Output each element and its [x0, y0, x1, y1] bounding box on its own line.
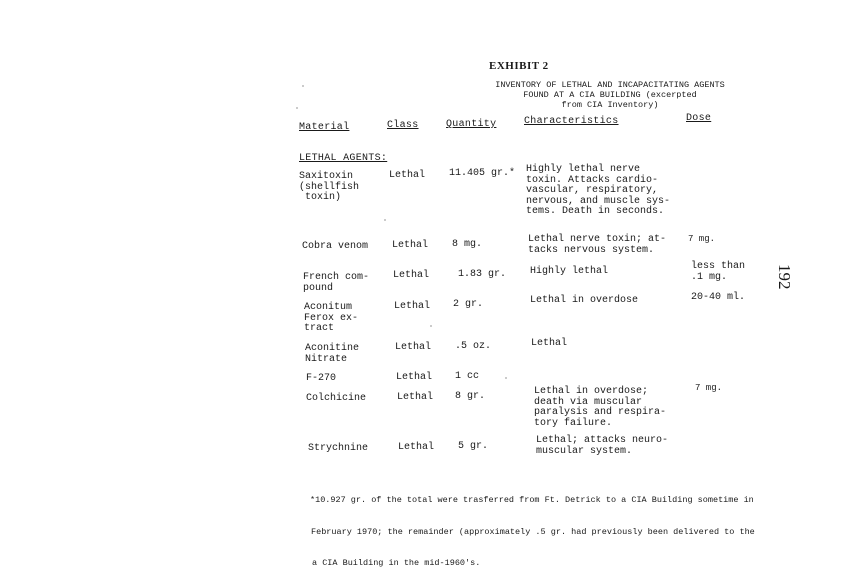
quantity-cell: 8 mg. [452, 239, 483, 250]
column-header-class: Class [387, 120, 419, 131]
dose-cell: 20-40 ml. [691, 292, 746, 303]
characteristics-cell: Highly lethal nerve toxin. Attacks cardio- vascular, respiratory, nervous, and muscle sys- tems. Death in seconds. [526, 164, 671, 217]
characteristics-cell: Lethal nerve toxin; at- tacks nervous system. [528, 234, 667, 256]
material-cell: Cobra venom [302, 241, 369, 252]
material-cell: Colchicine [306, 393, 367, 404]
scan-speck [296, 107, 298, 109]
column-header-material: Material [299, 122, 350, 133]
material-cell: Strychnine [308, 443, 369, 454]
document-subtitle [490, 80, 730, 110]
quantity-cell: 8 gr. [455, 391, 486, 402]
quantity-cell: 1.83 gr. [458, 269, 507, 280]
characteristics-cell: Lethal in overdose; death via muscular paralysis and respira- tory failure. [534, 386, 667, 429]
subtitle-line-3: from CIA Inventory) [561, 100, 659, 110]
scan-speck [505, 377, 507, 379]
characteristics-cell: Lethal in overdose [530, 295, 639, 306]
footnote-line-1: *10.927 gr. of the total were trasferred from Ft. Detrick to a CIA Building sometime in [310, 495, 754, 505]
footnote-line-3: a CIA Building in the mid-1960's. [312, 558, 481, 568]
scan-speck [302, 85, 304, 87]
quantity-cell: 11.405 gr.* [449, 168, 516, 179]
column-header-characteristics: Characteristics [524, 116, 619, 127]
subtitle-line-2: FOUND AT A CIA BUILDING (excerpted [523, 90, 697, 100]
class-cell: Lethal [393, 270, 430, 281]
class-cell: Lethal [389, 170, 426, 181]
class-cell: Lethal [396, 372, 433, 383]
quantity-cell: 5 gr. [458, 441, 489, 452]
material-cell: Aconitine Nitrate [305, 343, 360, 365]
class-cell: Lethal [392, 240, 429, 251]
dose-cell: 7 mg. [688, 234, 716, 244]
class-cell: Lethal [397, 392, 434, 403]
material-cell: French com- pound [303, 272, 370, 294]
characteristics-cell: Highly lethal [530, 266, 609, 277]
dose-cell: less than .1 mg. [691, 261, 746, 283]
section-label: LETHAL AGENTS: [299, 153, 388, 164]
dose-cell: 7 mg. [695, 383, 723, 393]
page-number: 192 [775, 264, 794, 290]
characteristics-cell: Lethal; attacks neuro- muscular system. [536, 435, 669, 457]
class-cell: Lethal [394, 301, 431, 312]
exhibit-title: EXHIBIT 2 [489, 60, 549, 72]
scan-speck [384, 219, 386, 221]
column-header-dose: Dose [686, 113, 712, 124]
class-cell: Lethal [395, 342, 432, 353]
footnote-line-2: February 1970; the remainder (approximately .5 gr. had previously been delivered to the [311, 526, 755, 537]
material-cell: F-270 [306, 373, 337, 384]
subtitle-line-1: INVENTORY OF LETHAL AND INCAPACITATING AGENTS [495, 80, 725, 90]
quantity-cell: .5 oz. [455, 341, 492, 352]
characteristics-cell: Lethal [531, 338, 568, 349]
quantity-cell: 1 cc [455, 371, 480, 382]
column-header-quantity: Quantity [446, 119, 497, 130]
scan-speck [430, 325, 432, 327]
class-cell: Lethal [398, 442, 435, 453]
quantity-cell: 2 gr. [453, 299, 484, 310]
footnote [310, 474, 755, 579]
material-cell: Aconitum Ferox ex- tract [304, 302, 359, 334]
material-cell: Saxitoxin (shellfish toxin) [299, 171, 360, 203]
